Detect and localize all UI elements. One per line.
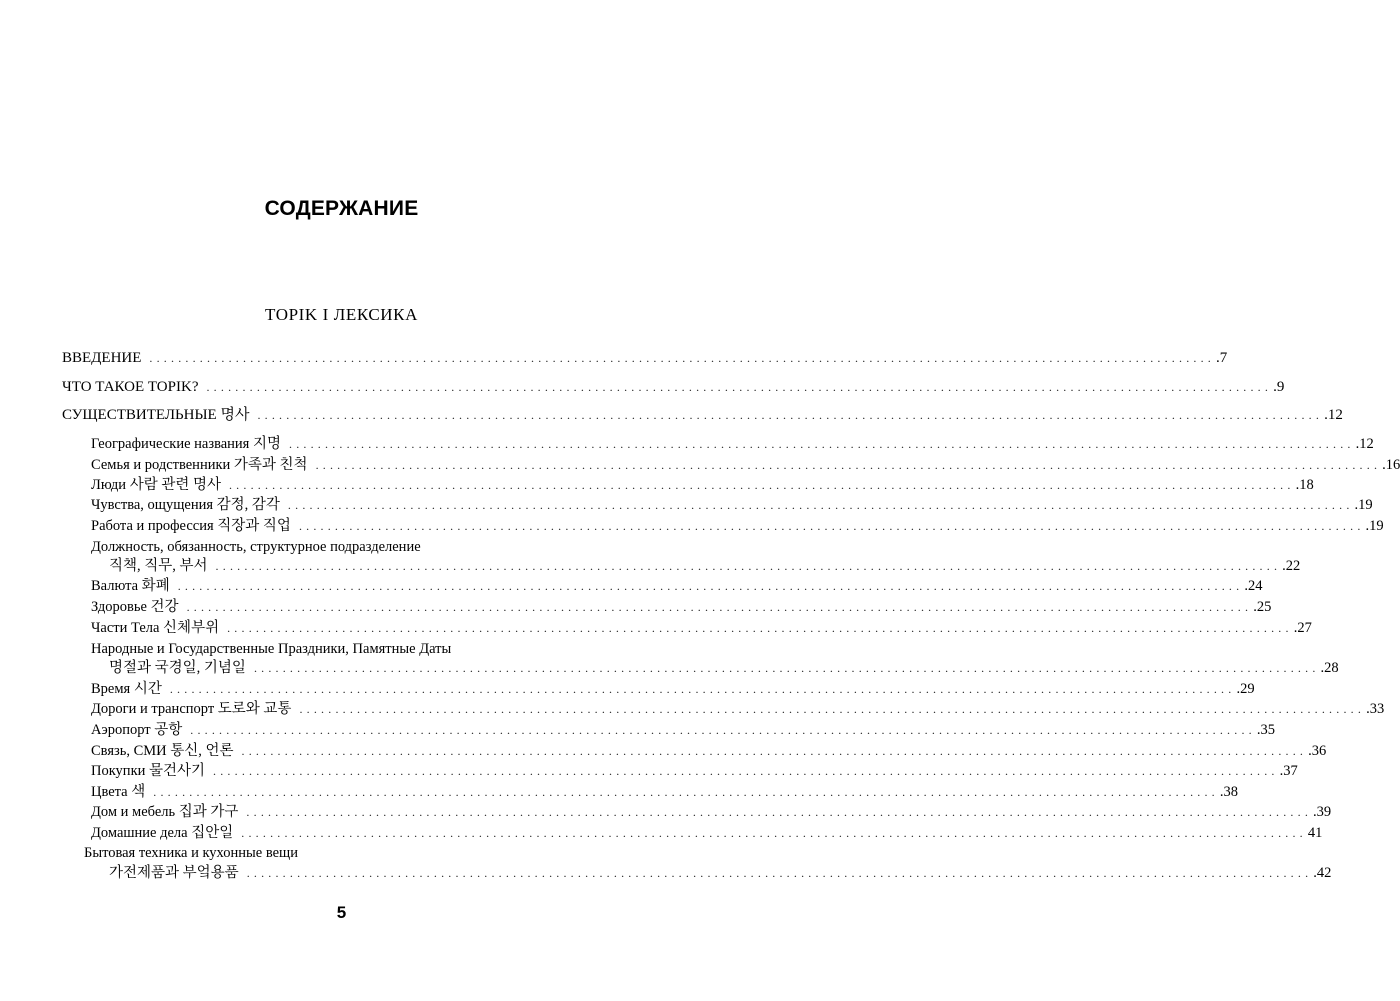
toc-entry-title: 직책, 직무, 부서 [109, 558, 208, 574]
toc-entry-title: Домашние дела 집안일 [91, 825, 234, 841]
toc-entry-title: Время 시간 [91, 681, 162, 697]
toc-entry-page: .36 [1308, 743, 1327, 759]
toc-entry-title: 가전제품과 부엌용품 [109, 865, 239, 881]
toc-entry-page: .9 [1273, 379, 1285, 395]
toc-leader: .................................................................................................................................................... [287, 498, 1354, 512]
toc-entry-page: .12 [1355, 436, 1374, 452]
toc-leader: .................................................................................................................................................... [206, 380, 1273, 394]
toc-entry-title-line: Должность, обязанность, структурное подразделение [91, 539, 421, 555]
toc-entry[interactable] [91, 435, 1374, 453]
toc-entry-title: 명절과 국경일, 기념일 [109, 660, 246, 676]
toc-entry[interactable] [91, 762, 1298, 780]
toc-entry-title: Чувства, ощущения 감정, 감각 [91, 497, 280, 513]
toc-entry-page: .38 [1219, 784, 1238, 800]
toc-entry[interactable] [91, 517, 1384, 535]
toc-entry[interactable] [91, 680, 1255, 698]
toc-leader: .................................................................................................................................................... [186, 600, 1253, 614]
toc-entry[interactable] [91, 496, 1373, 514]
toc-entry-page: .33 [1366, 701, 1385, 717]
toc-leader: .................................................................................................................................................... [298, 519, 1365, 533]
toc-entry-title: Дом и мебель 집과 가구 [91, 804, 239, 820]
toc-entry-title: Здоровье 건강 [91, 599, 179, 615]
toc-entry[interactable] [62, 406, 1343, 424]
toc-leader: .................................................................................................................................................... [190, 723, 1256, 737]
toc-entry-page: .24 [1244, 578, 1263, 594]
toc-entry-title: Связь, СМИ 통신, 언론 [91, 743, 234, 759]
toc-entry-page: .35 [1256, 722, 1275, 738]
toc-entry[interactable] [62, 349, 1228, 367]
toc-entry[interactable] [91, 619, 1312, 637]
toc-entry[interactable] [91, 803, 1332, 821]
toc-entry[interactable] [62, 378, 1285, 396]
toc-entry-page: .37 [1279, 763, 1298, 779]
toc-entry[interactable] [109, 659, 1339, 677]
section-heading: TOPIK I ЛЕКСИКА [265, 305, 418, 324]
toc-entry-title-line: Народные и Государственные Праздники, Памятные Даты [91, 641, 452, 657]
toc-entry[interactable] [91, 742, 1327, 760]
toc-entry-title: Работа и профессия 직장과 직업 [91, 518, 291, 534]
toc-entry-title-line: Бытовая техника и кухонные вещи [84, 845, 298, 861]
toc-entry-page: .12 [1324, 407, 1343, 423]
toc-entry-page: 41 [1307, 825, 1323, 841]
toc-leader: .................................................................................................................................................... [227, 621, 1293, 635]
toc-leader: .................................................................................................................................................... [289, 437, 1355, 451]
toc-leader: .................................................................................................................................................... [299, 702, 1366, 716]
toc-entry-title: Дороги и транспорт 도로와 교통 [91, 701, 292, 717]
toc-leader: .................................................................................................................................................... [246, 866, 1313, 880]
toc-leader: .................................................................................................................................................... [257, 408, 1324, 422]
toc-leader: .................................................................................................................................................... [228, 478, 1295, 492]
page-number: 5 [336, 903, 347, 922]
toc-entry-page: .19 [1365, 518, 1384, 534]
toc-entry[interactable] [91, 577, 1263, 595]
toc-entry-title: Люди 사람 관련 명사 [91, 477, 221, 493]
toc-leader: .................................................................................................................................................... [253, 661, 1320, 675]
toc-entry-title: ВВЕДЕНИЕ [62, 350, 142, 366]
toc-entry[interactable] [91, 598, 1272, 616]
toc-entry-page: .7 [1216, 350, 1228, 366]
toc-leader: .................................................................................................................................................... [149, 351, 1216, 365]
toc-leader: .................................................................................................................................................... [215, 559, 1282, 573]
toc-entry[interactable] [91, 700, 1385, 718]
toc-entry-title: Аэропорт 공항 [91, 722, 183, 738]
toc-leader: .................................................................................................................................................... [153, 785, 1219, 799]
toc-entry-page: .28 [1320, 660, 1339, 676]
toc-leader: .................................................................................................................................................... [241, 744, 1308, 758]
toc-entry-page: .42 [1313, 865, 1332, 881]
toc-entry[interactable] [91, 721, 1275, 739]
page-title: СОДЕРЖАНИЕ [264, 197, 419, 220]
toc-entry[interactable] [109, 557, 1301, 575]
toc-leader: .................................................................................................................................................... [315, 458, 1382, 472]
toc-entry[interactable] [91, 783, 1238, 801]
toc-entry-page: .22 [1282, 558, 1301, 574]
toc-entry-page: .39 [1313, 804, 1332, 820]
toc-entry-title: Части Тела 신체부위 [91, 620, 220, 636]
toc-leader: .................................................................................................................................................... [177, 579, 1244, 593]
toc-entry-page: .19 [1354, 497, 1373, 513]
toc-leader: .................................................................................................................................................... [169, 682, 1236, 696]
toc-entry-title: Покупки 물건사기 [91, 763, 206, 779]
toc-leader: .................................................................................................................................................... [213, 764, 1279, 778]
toc-entry-title: Географические названия 지명 [91, 436, 281, 452]
toc-entry-page: .29 [1236, 681, 1255, 697]
toc-entry[interactable] [91, 456, 1400, 474]
toc-entry-title: Цвета 색 [91, 784, 146, 800]
toc-entry[interactable] [91, 476, 1314, 494]
toc-entry[interactable] [109, 864, 1332, 882]
toc-entry-title: ЧТО ТАКОЕ TOPIK? [62, 379, 199, 395]
toc-leader: .................................................................................................................................................... [241, 826, 1307, 840]
toc-entry-page: .16 [1382, 457, 1400, 473]
toc-entry-title: Семья и родственники 가족과 친척 [91, 457, 308, 473]
toc-entry-page: .18 [1295, 477, 1314, 493]
toc-entry[interactable] [91, 824, 1323, 842]
toc-entry-page: .27 [1293, 620, 1312, 636]
toc-entry-title: Валюта 화폐 [91, 578, 170, 594]
toc-entry-title: СУЩЕСТВИТЕЛЬНЫЕ 명사 [62, 407, 250, 423]
toc-entry-page: .25 [1253, 599, 1272, 615]
toc-leader: .................................................................................................................................................... [246, 805, 1313, 819]
